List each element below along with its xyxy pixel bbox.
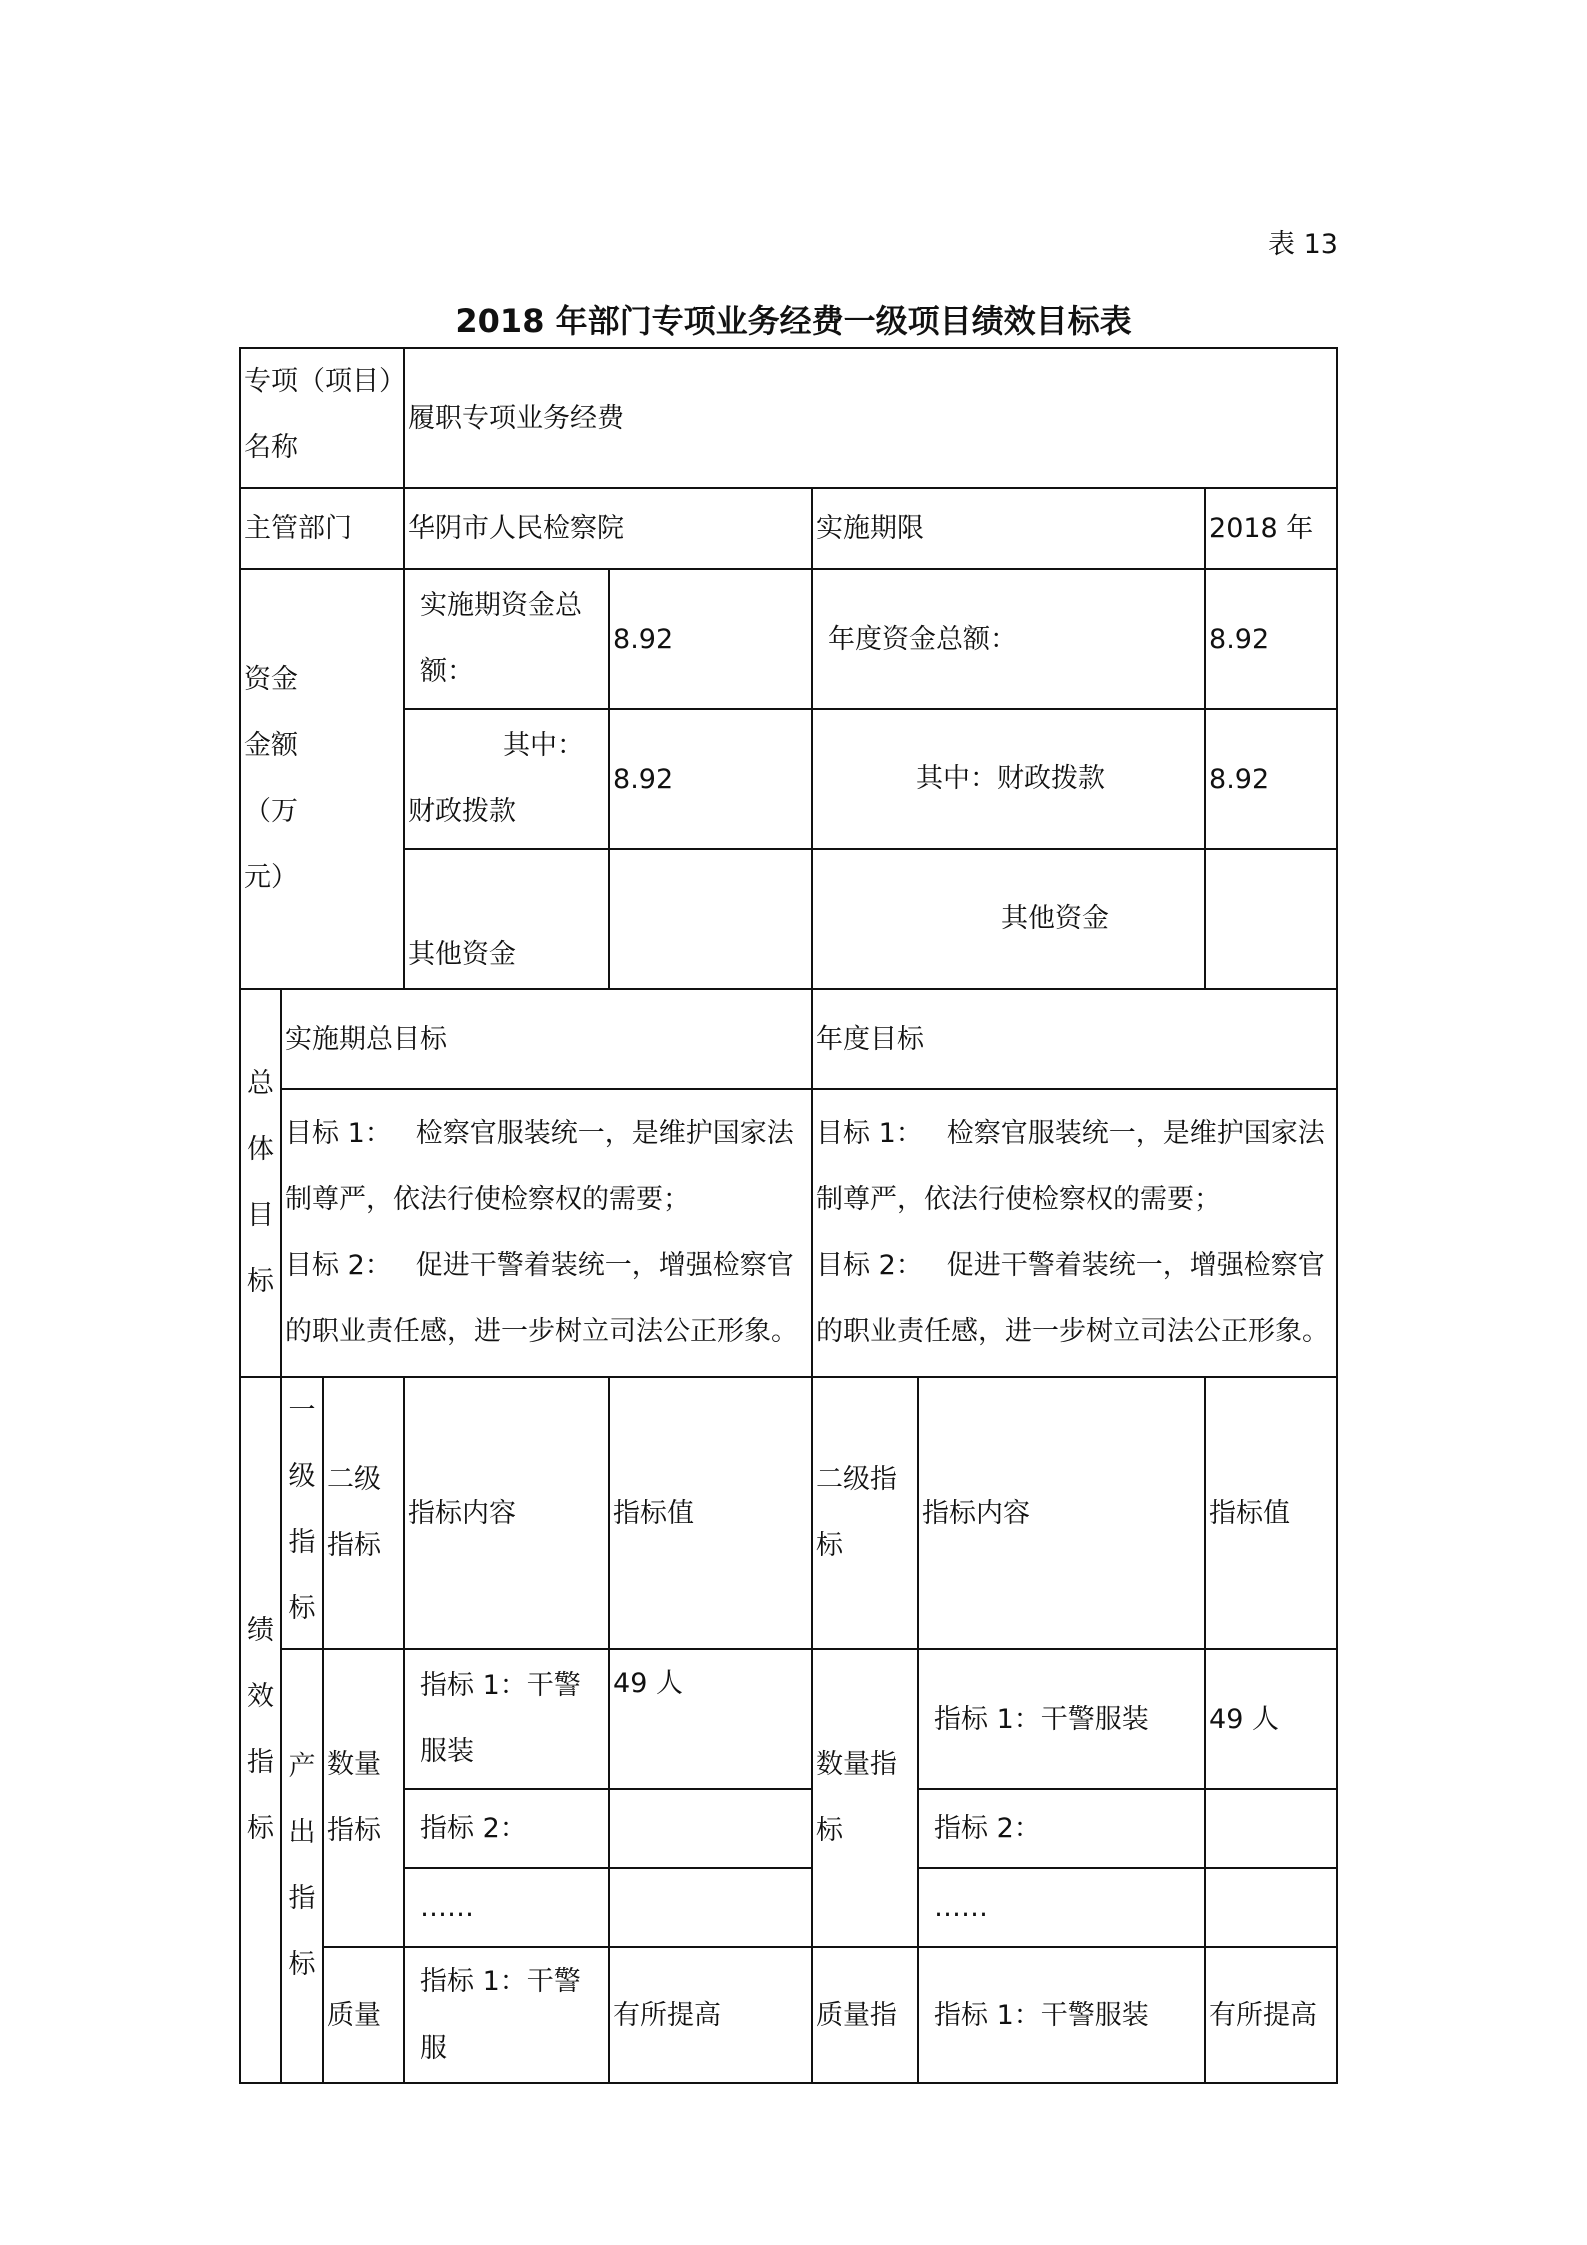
fiscal-allocation-label-right: 其中：财政拨款 [812, 709, 1205, 849]
overall-goals-label: 总体目标 [240, 989, 281, 1377]
period-goal-2-text: 促进干警着装统一，增强检察官的职业责任感，进一步树立司法公正形象。 [285, 1250, 798, 1347]
header-value-right: 指标值 [1205, 1377, 1337, 1649]
table-number: 表 13 [1268, 229, 1338, 260]
annual-goal-1-text: 检察官服装统一，是维护国家法制尊严，依法行使检察权的需要； [816, 1118, 1325, 1215]
quantity-indicator-2-value-right [1205, 1789, 1337, 1868]
fiscal-allocation-value-right: 8.92 [1205, 709, 1337, 849]
quantity-indicator-3-value-right [1205, 1868, 1337, 1947]
project-name-value: 履职专项业务经费 [404, 348, 1337, 488]
project-name-label: 专项（项目）名称 [240, 348, 404, 488]
other-funds-value-left [609, 849, 812, 989]
annual-total-funds-label: 年度资金总额： [812, 569, 1205, 709]
quantity-indicator-1-content-left: 指标 1：干警服装 [404, 1649, 609, 1789]
annual-total-funds-value: 8.92 [1205, 569, 1337, 709]
other-funds-label-left: 其他资金 [404, 849, 609, 989]
quality-indicator-1-content-left: 指标 1：干警服 [404, 1947, 609, 2083]
header-content-right: 指标内容 [918, 1377, 1205, 1649]
performance-indicators-label: 绩效指标 [240, 1377, 281, 2083]
annual-goals-content [812, 1089, 1337, 1377]
quantity-indicator-3-content-right: …… [918, 1868, 1205, 1947]
quality-indicator-1-value-left: 有所提高 [609, 1947, 812, 2083]
total-period-funds-label: 实施期资金总额： [404, 569, 609, 709]
annual-goal-2-text: 促进干警着装统一，增强检察官的职业责任感，进一步树立司法公正形象。 [816, 1250, 1330, 1347]
quantity-indicator-3-value-left [609, 1868, 812, 1947]
quantity-indicator-3-content-left: …… [404, 1868, 609, 1947]
department-value: 华阴市人民检察院 [404, 488, 812, 569]
quality-indicator-1-content-right: 指标 1：干警服装 [918, 1947, 1205, 2083]
other-funds-value-right [1205, 849, 1337, 989]
department-label: 主管部门 [240, 488, 404, 569]
funds-label: 资金金额（万元） [240, 569, 404, 989]
fiscal-allocation-label-left: 其中：财政拨款 [404, 709, 609, 849]
period-goals-content [281, 1089, 812, 1377]
fiscal-allocation-value-left: 8.92 [609, 709, 812, 849]
quantity-indicator-1-content-right: 指标 1：干警服装 [918, 1649, 1205, 1789]
period-goal-1-prefix: 目标 1： [285, 1118, 392, 1149]
total-period-funds-value: 8.92 [609, 569, 812, 709]
document-title: 2018 年部门专项业务经费一级项目绩效目标表 [455, 302, 1132, 340]
annual-goal-2-prefix: 目标 2： [816, 1250, 923, 1281]
quantity-indicator-label-left: 数量指标 [323, 1649, 404, 1947]
quantity-indicator-2-content-left: 指标 2： [404, 1789, 609, 1868]
quantity-indicator-2-value-left [609, 1789, 812, 1868]
performance-target-table [239, 347, 1338, 2084]
period-label: 实施期限 [812, 488, 1205, 569]
annual-goals-header: 年度目标 [812, 989, 1337, 1089]
quantity-indicator-2-content-right: 指标 2： [918, 1789, 1205, 1868]
other-funds-label-right: 其他资金 [812, 849, 1205, 989]
quality-indicator-1-value-right: 有所提高 [1205, 1947, 1337, 2083]
header-content-left: 指标内容 [404, 1377, 609, 1649]
quantity-indicator-label-right: 数量指标 [812, 1649, 918, 1947]
quality-indicator-label-left: 质量 [323, 1947, 404, 2083]
quantity-indicator-1-value-right: 49 人 [1205, 1649, 1337, 1789]
period-goal-1-text: 检察官服装统一，是维护国家法制尊严，依法行使检察权的需要； [285, 1118, 794, 1215]
annual-goal-1-prefix: 目标 1： [816, 1118, 923, 1149]
quality-indicator-label-right: 质量指 [812, 1947, 918, 2083]
period-goal-2-prefix: 目标 2： [285, 1250, 392, 1281]
header-level2-left: 二级指标 [323, 1377, 404, 1649]
period-value: 2018 年 [1205, 488, 1337, 569]
output-indicators-label: 产出指标 [281, 1649, 323, 2083]
header-value-left: 指标值 [609, 1377, 812, 1649]
header-level1: 一级指标 [281, 1377, 323, 1649]
quantity-indicator-1-value-left: 49 人 [609, 1649, 812, 1789]
header-level2-right: 二级指标 [812, 1377, 918, 1649]
period-goals-header: 实施期总目标 [281, 989, 812, 1089]
